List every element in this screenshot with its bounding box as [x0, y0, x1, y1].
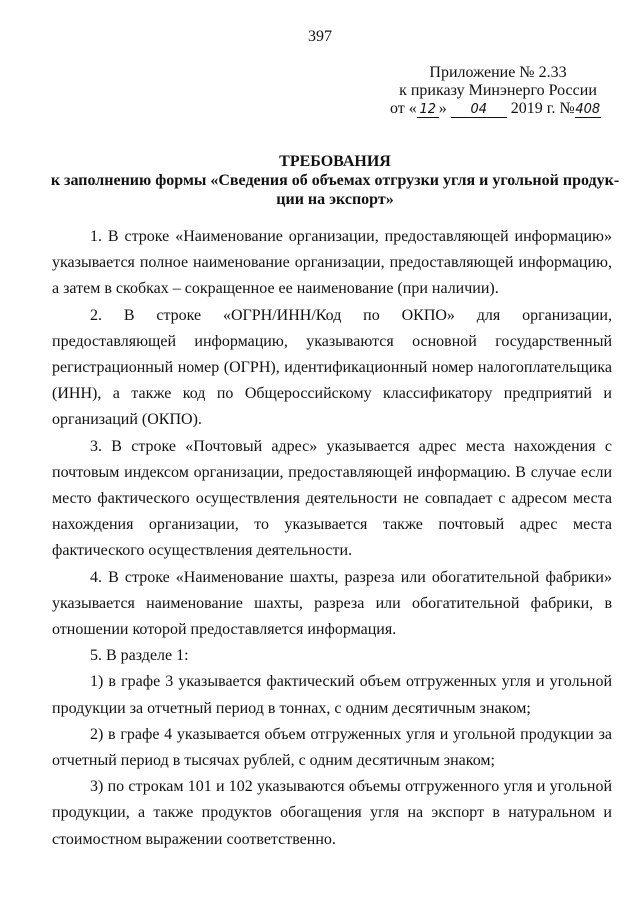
paragraph-3: 3. В строке «Почтовый адрес» указывается адрес места нахождения с почтовым индексом организации, предоставляющей информацию. В случае если место фактического осуществления деятельности не совпадает с адресом места нахождения организации, то указывается также почтовый адрес места фактического осуществления деятельности. — [52, 437, 612, 560]
appendix-from-prefix: от « — [390, 100, 417, 117]
document-body — [52, 224, 612, 853]
paragraph-4: 4. В строке «Наименование шахты, разреза или обогатительной фабрики» указывается наименование шахты, разреза или обогатительной фабрики, в отношении которой предоставляется информация. — [52, 568, 612, 639]
document-title — [40, 152, 630, 209]
appendix-day: 12 — [417, 103, 439, 118]
appendix-month: 04 — [451, 103, 507, 118]
appendix-header — [388, 64, 608, 118]
paragraph-5: 5. В разделе 1: — [90, 647, 189, 665]
appendix-line-3 — [388, 100, 608, 118]
paragraph-2: 2. В строке «ОГРН/ИНН/Код по ОКПО» для организации, предоставляющей информацию, указываются основной государственный регистрационный номер (ОГРН), идентификационный номер налогоплательщика (ИНН), а также код по Общероссийскому классификатору предприятий и организаций (ОКПО). — [52, 306, 612, 429]
paragraph-1: 1. В строке «Наименование организации, предоставляющей информацию» указывается полное наименование организации, предоставляющей информацию, а затем в скобках – сокращенное ее наименование (при наличии). — [52, 228, 612, 298]
appendix-year: 2019 г. № — [510, 100, 575, 117]
page-number: 397 — [308, 28, 332, 45]
appendix-order-number: 408 — [575, 102, 601, 117]
paragraph-5-1: 1) в графе 3 указывается фактический объем отгруженных угля и угольной продукции за отчетный период в тоннах, с одним десятичным знаком; — [52, 673, 612, 717]
title-line-3: ции на экспорт» — [276, 191, 394, 208]
appendix-quote-close: » — [438, 100, 447, 117]
appendix-line-2: к приказу Минэнерго России — [399, 82, 597, 99]
title-line-2: к заполнению формы «Сведения об объемах отгрузки угля и угольной продук- — [50, 172, 620, 189]
paragraph-5-2: 2) в графе 4 указывается объем отгруженных угля и угольной продукции за отчетный период в тысячах рублей, с одним десятичным знаком; — [52, 725, 612, 770]
title-line-1: ТРЕБОВАНИЯ — [279, 153, 391, 170]
appendix-line-1: Приложение № 2.33 — [429, 64, 567, 81]
paragraph-5-3: 3) по строкам 101 и 102 указываются объемы отгруженного угля и угольной продукции, а также продуктов обогащения угля на экспорт в натуральном и стоимостном выражении соответственно. — [52, 778, 612, 848]
